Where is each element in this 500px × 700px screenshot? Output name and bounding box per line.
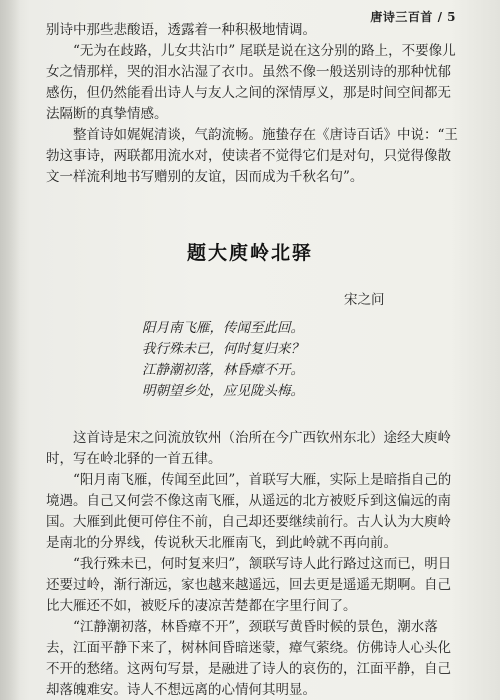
intro-paragraph: “无为在歧路，儿女共沾巾” 尾联是说在这分别的路上，不要像儿女之情那样，哭的泪水沾湿了衣巾。虽然不像一般送别诗的那种忧郁感伤，但仍然能看出诗人与友人之间的深情厚义，那是时间空间都无法隔断的真挚情感。 bbox=[46, 43, 456, 122]
poem-line: 明朝望乡处，应见陇头梅。 bbox=[142, 383, 304, 399]
intro-section bbox=[46, 20, 462, 188]
poem-line: 江静潮初落，林昏瘴不开。 bbox=[142, 362, 304, 378]
poem-body bbox=[142, 318, 304, 402]
intro-paragraph: 整首诗如娓娓清谈，气韵流畅。施蛰存在《唐诗百话》中说：“王勃这事诗，两联都用流水对，使读者不觉得它们是对句，只觉得像散文一样流利地书写赠别的友谊，因而成为千秋名句”。 bbox=[46, 127, 458, 185]
poem-line: 阳月南飞雁，传闻至此回。 bbox=[142, 320, 304, 336]
commentary-paragraph: “阳月南飞雁，传闻至此回”，首联写大雁，实际上是暗指自己的境遇。自己又何尝不像这南飞雁，从遥远的北方被贬斥到这偏远的南国。大雁到此便可停住不前，自己却还要继续前行。古人认为大庾岭是南北的分界线，传说秋天北雁南飞，到此岭就不再向前。 bbox=[46, 472, 452, 551]
intro-paragraph: 别诗中那些悲酸语，透露着一种积极地情调。 bbox=[46, 22, 316, 38]
poem-author: 宋之问 bbox=[344, 292, 385, 308]
running-header: 唐诗三百首 / 5 bbox=[370, 10, 456, 24]
commentary-paragraph: “我行殊未已，何时复来归”，颔联写诗人此行路过这而已，明日还要过岭，渐行渐远，家也越来越遥远，回去更是遥遥无期啊。自己比大雁还不如，被贬斥的凄凉苦楚都在字里行间了。 bbox=[46, 556, 452, 614]
book-spine-shadow bbox=[0, 0, 20, 700]
commentary-paragraph: “江静潮初落，林昏瘴不开”，颈联写黄昏时候的景色，潮水落去，江面平静下来了，树林间昏暗迷蒙，瘴气萦绕。仿佛诗人心头化不开的愁绪。这两句写景，是融进了诗人的哀伤的，江面平静，自己却落魄难安。诗人不想远离的心情何其明显。 bbox=[46, 619, 451, 698]
commentary-paragraph: 这首诗是宋之问流放钦州（治所在今广西钦州东北）途经大庾岭时，写在岭北驿的一首五律。 bbox=[46, 430, 451, 467]
poem-title: 题大庾岭北驿 bbox=[186, 242, 313, 264]
poem-line: 我行殊未已，何时复归来？ bbox=[142, 341, 304, 357]
commentary-section bbox=[46, 428, 462, 700]
